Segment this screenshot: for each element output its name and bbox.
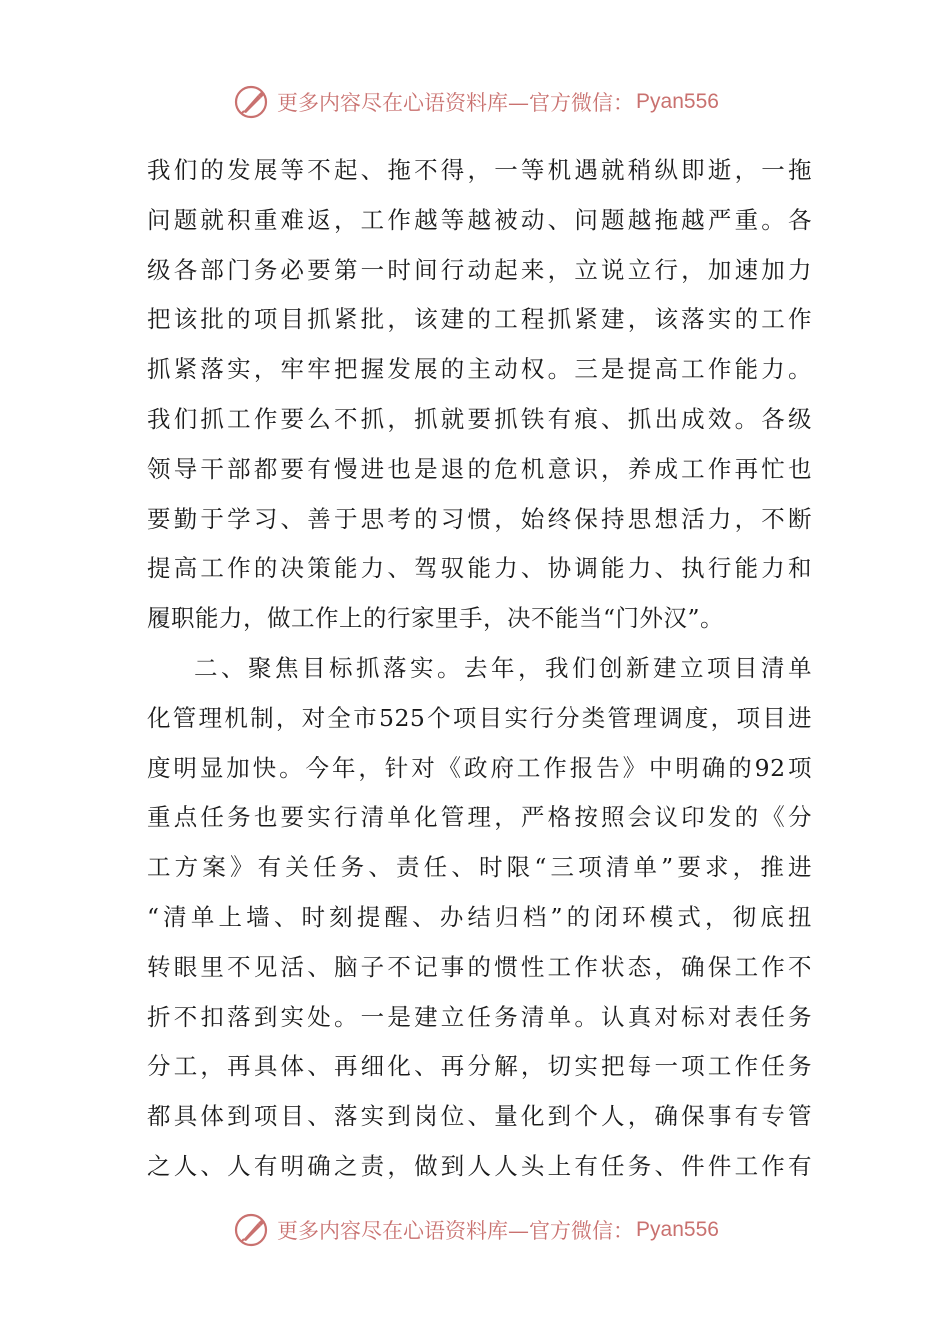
document-body: [147, 146, 812, 1192]
text-line: 我们抓工作要么不抓，抓就要抓铁有痕、抓出成效。各级: [147, 404, 812, 433]
text-line: 度明显加快。今年，针对《政府工作报告》中明确的92项: [147, 753, 812, 782]
watermark-site-text: 更多内容尽在心语资料库—官方微信：: [277, 1219, 635, 1243]
text-line: 转眼里不见活、脑子不记事的惯性工作状态，确保工作不: [147, 952, 812, 981]
text-line: 要勤于学习、善于思考的习惯，始终保持思想活力，不断: [147, 504, 812, 533]
watermark-header: [0, 80, 950, 124]
text-line: 提高工作的决策能力、驾驭能力、协调能力、执行能力和: [147, 554, 812, 583]
text-line: “清单上墙、时刻提醒、办结归档”的闭环模式，彻底扭: [147, 902, 812, 931]
text-line: 抓紧落实，牢牢把握发展的主动权。三是提高工作能力。: [147, 355, 812, 384]
watermark-site-text: 更多内容尽在心语资料库—官方微信：: [277, 91, 635, 115]
text-line: 领导干部都要有慢进也是退的危机意识，养成工作再忙也: [147, 454, 812, 483]
pen-in-circle-logo: [231, 1210, 271, 1250]
pen-in-circle-logo: [231, 82, 271, 122]
text-line: 级各部门务必要第一时间行动起来，立说立行，加速加力: [147, 255, 812, 284]
text-line: 化管理机制，对全市525个项目实行分类管理调度，项目进: [147, 703, 812, 732]
text-line: 工方案》有关任务、责任、时限“三项清单”要求，推进: [147, 853, 812, 882]
text-line: 把该批的项目抓紧批，该建的工程抓紧建，该落实的工作: [147, 305, 812, 334]
text-line: 我们的发展等不起、拖不得，一等机遇就稍纵即逝，一拖: [147, 156, 812, 184]
text-line: 分工，再具体、再细化、再分解，切实把每一项工作任务: [147, 1052, 812, 1081]
text-line: 问题就积重难返，工作越等越被动、问题越拖越严重。各: [147, 205, 812, 234]
text-line: 二、聚焦目标抓落实。去年，我们创新建立项目清单: [194, 653, 812, 682]
watermark-footer: [0, 1208, 950, 1252]
watermark-wechat-handle: Pyan556: [636, 90, 719, 113]
text-line: 折不扣落到实处。一是建立任务清单。认真对标对表任务: [147, 1002, 812, 1031]
watermark-wechat-handle: Pyan556: [636, 1218, 719, 1241]
text-line: 之人、人有明确之责，做到人人头上有任务、件件工作有: [147, 1151, 812, 1180]
text-line: 都具体到项目、落实到岗位、量化到个人，确保事有专管: [147, 1102, 812, 1131]
text-line: 履职能力，做工作上的行家里手，决不能当“门外汉”。: [147, 604, 725, 633]
text-line: 重点任务也要实行清单化管理，严格按照会议印发的《分: [147, 803, 812, 832]
